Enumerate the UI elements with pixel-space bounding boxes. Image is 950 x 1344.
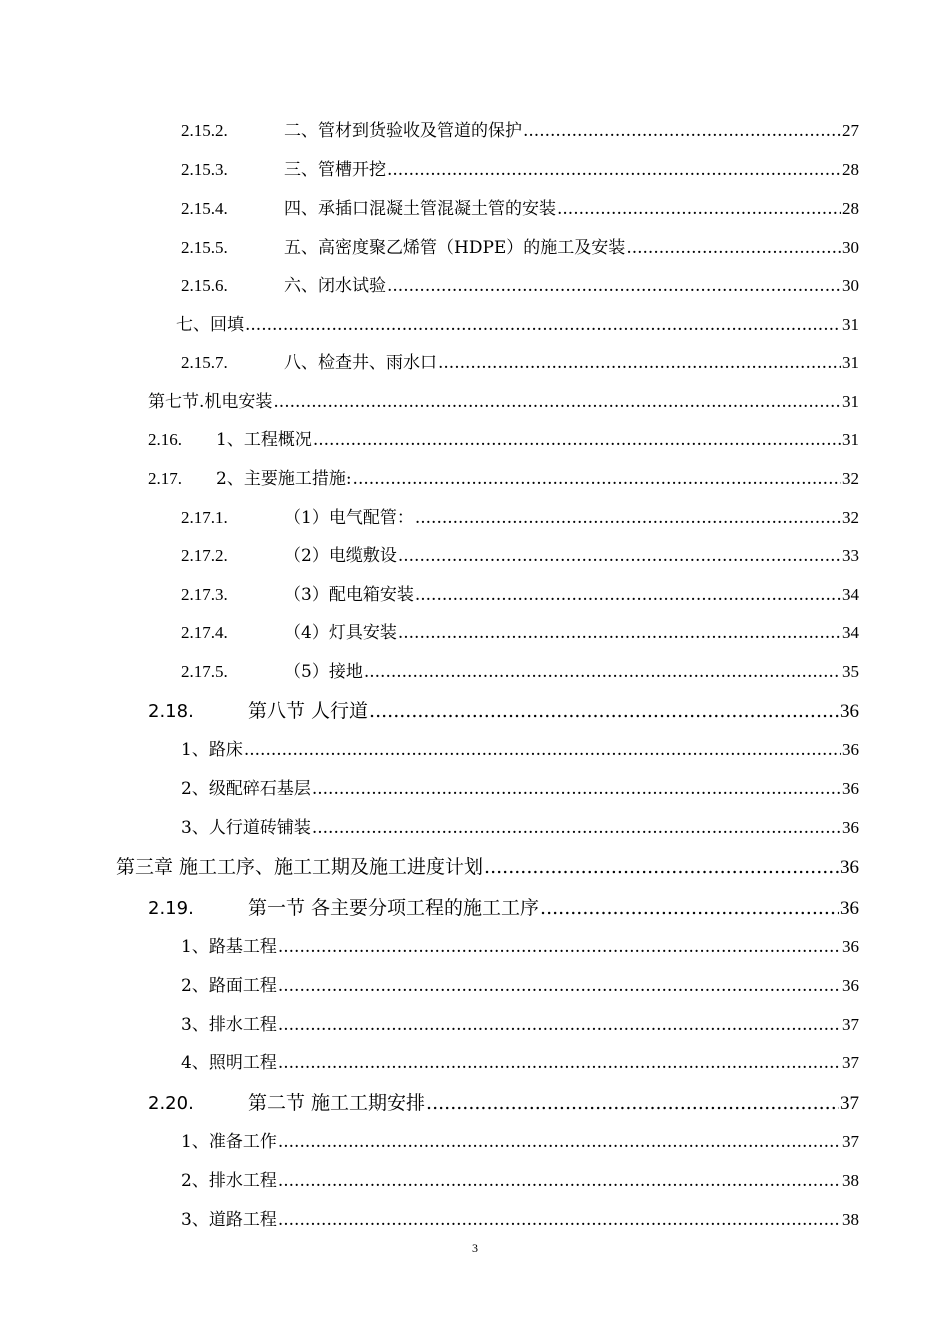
toc-entry-page: 37 xyxy=(842,1132,859,1151)
toc-entry[interactable] xyxy=(181,580,859,605)
toc-entry-number: 2.19. xyxy=(148,898,194,919)
toc-entry-title: 2、主要施工措施: xyxy=(216,469,352,489)
toc-entry-number: 2.17.4. xyxy=(181,623,228,642)
toc-entry[interactable] xyxy=(181,774,859,799)
toc-dot-leader xyxy=(364,662,841,682)
toc-entry-page: 34 xyxy=(842,585,859,604)
toc-entry-page: 32 xyxy=(842,508,859,527)
toc-entry[interactable] xyxy=(181,1048,859,1073)
toc-entry-title: 二、管材到货验收及管道的保护 xyxy=(284,121,522,141)
toc-entry[interactable] xyxy=(181,348,859,373)
toc-entry-title: 第二节 施工工期安排 xyxy=(248,1092,426,1114)
toc-entry-title: 五、高密度聚乙烯管（HDPE）的施工及安装 xyxy=(284,238,626,258)
toc-entry[interactable] xyxy=(181,271,859,296)
toc-dot-leader xyxy=(278,1210,841,1230)
toc-entry[interactable] xyxy=(181,1166,859,1191)
toc-dot-leader xyxy=(387,160,841,180)
toc-dot-leader xyxy=(398,623,841,643)
toc-entry[interactable] xyxy=(116,852,859,879)
toc-entry[interactable] xyxy=(148,893,859,920)
toc-entry-title: 2、级配碎石基层 xyxy=(181,779,311,799)
toc-entry-number: 2.20. xyxy=(148,1093,194,1114)
toc-entry[interactable] xyxy=(181,813,859,838)
toc-entry-page: 35 xyxy=(842,662,859,681)
toc-entry[interactable] xyxy=(176,310,859,335)
toc-dot-leader xyxy=(313,430,841,450)
toc-entry-page: 36 xyxy=(840,857,859,878)
toc-entry-title: 第八节 人行道 xyxy=(248,700,369,722)
toc-entry-page: 37 xyxy=(842,1015,859,1034)
toc-entry-page: 28 xyxy=(842,160,859,179)
toc-entry[interactable] xyxy=(181,541,859,566)
page-number: 3 xyxy=(472,1241,478,1255)
toc-entry-page: 33 xyxy=(842,546,859,565)
toc-entry[interactable] xyxy=(181,233,859,258)
toc-entry[interactable] xyxy=(181,735,859,760)
toc-dot-leader xyxy=(540,897,839,919)
toc-entry-page: 36 xyxy=(842,976,859,995)
toc-entry-title: 3、排水工程 xyxy=(181,1015,277,1035)
toc-entry-title: （4）灯具安装 xyxy=(284,623,397,643)
toc-entry-title: 六、闭水试验 xyxy=(284,276,386,296)
toc-entry-title: （3）配电箱安装 xyxy=(284,585,414,605)
toc-dot-leader xyxy=(278,937,841,957)
toc-entry-number: 2.15.7. xyxy=(181,353,228,372)
toc-entry-title: 三、管槽开挖 xyxy=(284,160,386,180)
toc-entry-number: 2.17.5. xyxy=(181,662,228,681)
toc-entry-title: 1、工程概况 xyxy=(216,430,312,450)
toc-entry[interactable] xyxy=(181,932,859,957)
toc-entry-page: 36 xyxy=(840,701,859,722)
toc-entry-title: 第七节.机电安装 xyxy=(148,392,273,412)
toc-entry-title: （5）接地 xyxy=(284,662,363,682)
toc-dot-leader xyxy=(438,353,841,373)
toc-entry-number: 2.15.5. xyxy=(181,238,228,257)
toc-entry[interactable] xyxy=(181,1127,859,1152)
toc-dot-leader xyxy=(626,238,841,258)
toc-entry-title: 3、人行道砖铺装 xyxy=(181,818,311,838)
toc-dot-leader xyxy=(278,1132,841,1152)
toc-dot-leader xyxy=(523,121,841,141)
toc-dot-leader xyxy=(353,469,841,489)
toc-entry-number: 2.15.6. xyxy=(181,276,228,295)
toc-entry-title: 1、路床 xyxy=(181,740,243,760)
toc-entry[interactable] xyxy=(148,464,859,489)
toc-entry-number: 2.15.4. xyxy=(181,199,228,218)
toc-entry-page: 36 xyxy=(840,898,859,919)
toc-entry-number: 2.15.2. xyxy=(181,121,228,140)
toc-entry-number: 2.17.2. xyxy=(181,546,228,565)
toc-entry-title: 2、排水工程 xyxy=(181,1171,277,1191)
toc-entry-title: 八、检查井、雨水口 xyxy=(284,353,437,373)
toc-entry-page: 36 xyxy=(842,937,859,956)
toc-entry-page: 30 xyxy=(842,238,859,257)
toc-dot-leader xyxy=(312,818,841,838)
toc-dot-leader xyxy=(415,508,841,528)
toc-entry[interactable] xyxy=(181,971,859,996)
toc-dot-leader xyxy=(426,1092,839,1114)
toc-entry[interactable] xyxy=(181,657,859,682)
toc-entry-title: （2）电缆敷设 xyxy=(284,546,397,566)
toc-dot-leader xyxy=(387,276,841,296)
toc-dot-leader xyxy=(312,779,841,799)
toc-entry-title: （1）电气配管： xyxy=(284,508,414,528)
toc-entry-page: 31 xyxy=(842,315,859,334)
toc-entry[interactable] xyxy=(181,1010,859,1035)
toc-dot-leader xyxy=(369,700,839,722)
toc-entry-title: 1、路基工程 xyxy=(181,937,277,957)
toc-entry-page: 31 xyxy=(842,392,859,411)
toc-entry[interactable] xyxy=(148,425,859,450)
toc-entry-title: 3、道路工程 xyxy=(181,1210,277,1230)
toc-entry[interactable] xyxy=(181,618,859,643)
toc-entry-number: 2.17.1. xyxy=(181,508,228,527)
toc-entry-number: 2.15.3. xyxy=(181,160,228,179)
toc-entry[interactable] xyxy=(181,194,859,219)
toc-entry-page: 36 xyxy=(842,818,859,837)
toc-dot-leader xyxy=(484,856,839,878)
toc-dot-leader xyxy=(557,199,841,219)
toc-dot-leader xyxy=(398,546,841,566)
toc-dot-leader xyxy=(278,976,841,996)
toc-entry-title: 1、准备工作 xyxy=(181,1132,277,1152)
toc-entry-page: 31 xyxy=(842,353,859,372)
toc-dot-leader xyxy=(278,1171,841,1191)
toc-entry-page: 28 xyxy=(842,199,859,218)
toc-entry-page: 34 xyxy=(842,623,859,642)
toc-entry-number: 2.17. xyxy=(148,469,182,488)
toc-entry-title: 4、照明工程 xyxy=(181,1053,277,1073)
toc-entry-page: 38 xyxy=(842,1171,859,1190)
toc-entry[interactable] xyxy=(148,387,859,412)
toc-entry-page: 30 xyxy=(842,276,859,295)
toc-dot-leader xyxy=(244,740,841,760)
toc-entry-title: 2、路面工程 xyxy=(181,976,277,996)
toc-entry-page: 31 xyxy=(842,430,859,449)
toc-entry[interactable] xyxy=(181,1205,859,1230)
toc-entry-number: 2.16. xyxy=(148,430,182,449)
toc-dot-leader xyxy=(245,315,841,335)
toc-entry[interactable] xyxy=(181,116,859,141)
toc-dot-leader xyxy=(278,1015,841,1035)
toc-entry-number: 2.18. xyxy=(148,701,194,722)
toc-dot-leader xyxy=(273,392,841,412)
toc-entry[interactable] xyxy=(148,696,859,723)
toc-entry-title: 第三章 施工工序、施工工期及施工进度计划 xyxy=(116,856,484,878)
toc-dot-leader xyxy=(415,585,841,605)
toc-entry-title: 七、回填 xyxy=(176,315,244,335)
toc-entry-page: 36 xyxy=(842,779,859,798)
toc-entry-page: 37 xyxy=(842,1053,859,1072)
toc-entry[interactable] xyxy=(181,155,859,180)
toc-entry-page: 38 xyxy=(842,1210,859,1229)
toc-entry-number: 2.17.3. xyxy=(181,585,228,604)
toc-entry-page: 27 xyxy=(842,121,859,140)
toc-entry-title: 四、承插口混凝土管混凝土管的安装 xyxy=(284,199,556,219)
toc-entry-title: 第一节 各主要分项工程的施工工序 xyxy=(248,897,540,919)
toc-entry-page: 32 xyxy=(842,469,859,488)
toc-entry-page: 37 xyxy=(840,1093,859,1114)
toc-entry[interactable] xyxy=(181,503,859,528)
toc-dot-leader xyxy=(278,1053,841,1073)
toc-entry-page: 36 xyxy=(842,740,859,759)
toc-entry[interactable] xyxy=(148,1088,859,1115)
